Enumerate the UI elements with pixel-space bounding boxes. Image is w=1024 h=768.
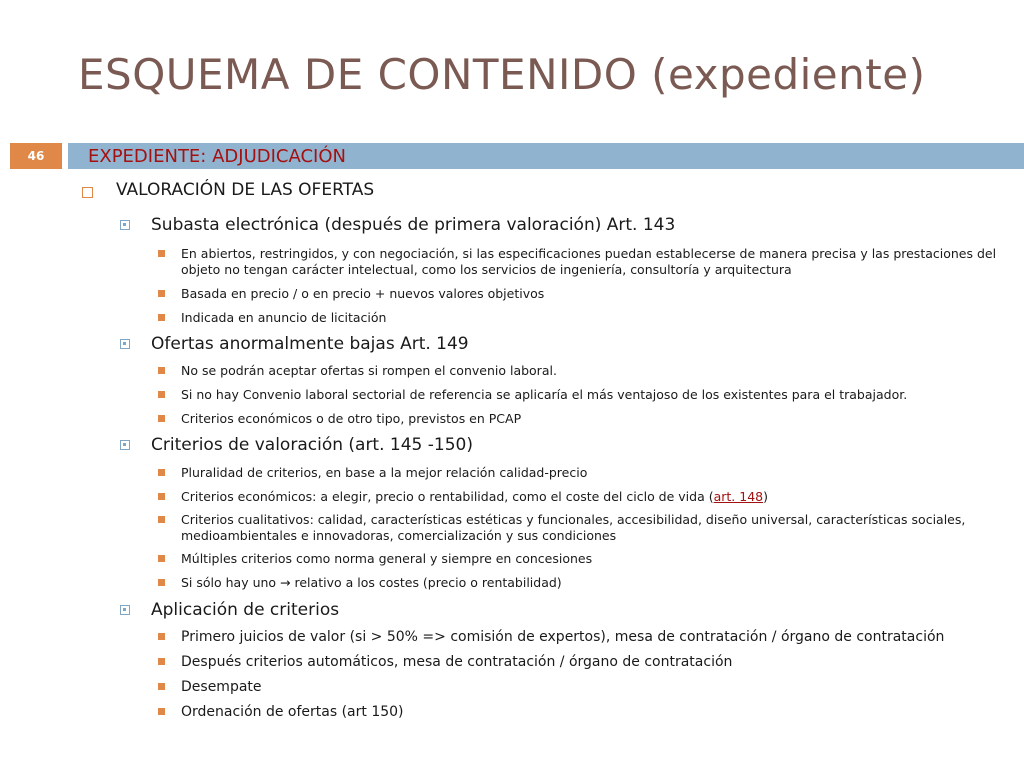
filled-square-bullet-icon	[158, 290, 165, 297]
list-item	[158, 465, 998, 481]
list-item	[158, 246, 998, 278]
slide-number-badge: 46	[10, 143, 62, 169]
hollow-square-bullet-icon	[82, 187, 93, 198]
list-item	[158, 512, 998, 544]
filled-square-bullet-icon	[158, 555, 165, 562]
filled-square-bullet-icon	[158, 658, 165, 665]
section-title: EXPEDIENTE: ADJUDICACIÓN	[88, 146, 346, 167]
list-item	[158, 286, 998, 302]
filled-square-bullet-icon	[158, 469, 165, 476]
filled-square-bullet-icon	[158, 493, 165, 500]
list-item	[158, 387, 998, 403]
slide-title: ESQUEMA DE CONTENIDO (expediente)	[78, 50, 926, 99]
list-item-text: Criterios cualitativos: calidad, características estéticas y funcionales, accesibilidad, diseño universal, características sociales, medioambientales e innovadoras, comercialización y sus condiciones	[181, 512, 966, 543]
article-link[interactable]: art. 148	[713, 489, 764, 504]
subheading-text: Criterios de valoración (art. 145 -150)	[151, 435, 473, 455]
list-item-text: Desempate	[181, 679, 262, 695]
square-bullet-icon	[120, 220, 130, 230]
list-item-text: Basada en precio / o en precio + nuevos valores objetivos	[181, 286, 545, 301]
filled-square-bullet-icon	[158, 708, 165, 715]
square-bullet-icon	[120, 605, 130, 615]
filled-square-bullet-icon	[158, 367, 165, 374]
list-item	[158, 489, 998, 505]
filled-square-bullet-icon	[158, 250, 165, 257]
list-item-text: Múltiples criterios como norma general y siempre en concesiones	[181, 551, 593, 566]
filled-square-bullet-icon	[158, 683, 165, 690]
filled-square-bullet-icon	[158, 516, 165, 523]
list-item	[158, 679, 998, 695]
list-item-text: Pluralidad de criterios, en base a la mejor relación calidad-precio	[181, 465, 588, 480]
list-item-text: Indicada en anuncio de licitación	[181, 310, 387, 325]
filled-square-bullet-icon	[158, 579, 165, 586]
list-item-text: Si sólo hay uno → relativo a los costes (precio o rentabilidad)	[181, 575, 562, 590]
list-item	[158, 551, 998, 567]
square-bullet-icon	[120, 440, 130, 450]
list-item-text: Primero juicios de valor (si > 50% => comisión de expertos), mesa de contratación / órgano de contratación	[181, 629, 945, 645]
square-bullet-icon	[120, 339, 130, 349]
list-item	[158, 411, 998, 427]
subheading-text: Aplicación de criterios	[151, 600, 340, 620]
list-item	[158, 629, 998, 645]
list-item	[158, 704, 998, 720]
filled-square-bullet-icon	[158, 314, 165, 321]
subheading-text: Ofertas anormalmente bajas Art. 149	[151, 334, 469, 354]
list-item-text: Después criterios automáticos, mesa de contratación / órgano de contratación	[181, 654, 733, 670]
filled-square-bullet-icon	[158, 415, 165, 422]
list-item-text: En abiertos, restringidos, y con negociación, si las especificaciones puedan establecerse de manera precisa y las prestaciones del objeto no tengan carácter intelectual, como los servicios de ingeniería, consultoría y arquitectura	[181, 246, 997, 277]
list-item-text: Ordenación de ofertas (art 150)	[181, 704, 404, 720]
list-item	[158, 575, 998, 591]
filled-square-bullet-icon	[158, 391, 165, 398]
list-item-text: Si no hay Convenio laboral sectorial de referencia se aplicaría el más ventajoso de los existentes para el trabajador.	[181, 387, 908, 402]
list-item-text-part: Criterios económicos: a elegir, precio o rentabilidad, como el coste del ciclo de vida (	[181, 489, 714, 504]
list-item	[158, 310, 998, 326]
list-item	[158, 363, 998, 379]
list-item	[158, 654, 998, 670]
filled-square-bullet-icon	[158, 633, 165, 640]
subheading-text: Subasta electrónica (después de primera valoración) Art. 143	[151, 215, 676, 235]
list-item-text: No se podrán aceptar ofertas si rompen el convenio laboral.	[181, 363, 557, 378]
list-item-text: Criterios económicos o de otro tipo, previstos en PCAP	[181, 411, 522, 426]
list-item-text-part: )	[763, 489, 769, 504]
list-item-text	[181, 489, 998, 505]
main-heading-text: VALORACIÓN DE LAS OFERTAS	[116, 180, 375, 200]
